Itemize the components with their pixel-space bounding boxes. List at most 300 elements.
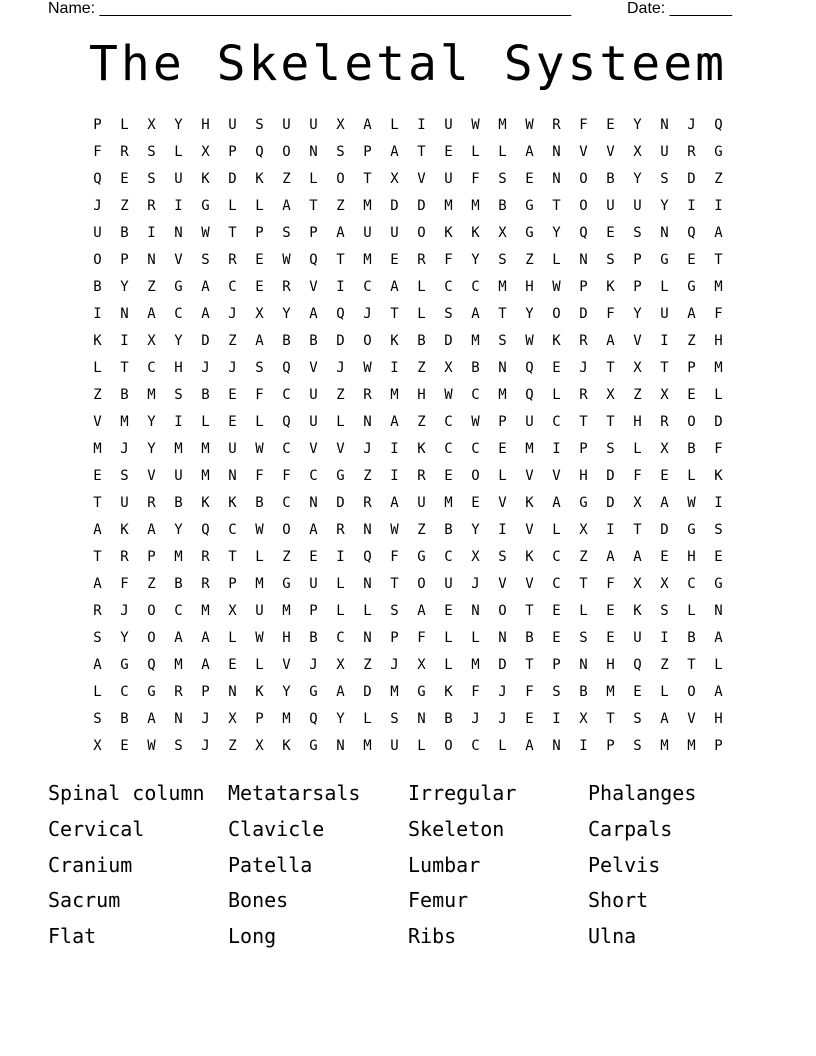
grid-letter: R — [336, 522, 345, 538]
grid-letter: T — [714, 252, 723, 268]
grid-letter: C — [471, 387, 480, 403]
grid-letter: E — [444, 603, 453, 619]
word-bank-item: Pelvis — [588, 852, 661, 877]
grid-letter: Q — [255, 144, 264, 160]
grid-row — [84, 250, 734, 277]
grid-letter: X — [579, 711, 588, 727]
grid-letter: P — [390, 630, 399, 646]
grid-letter: Z — [93, 387, 102, 403]
grid-letter: A — [282, 198, 291, 214]
grid-letter: O — [282, 144, 291, 160]
grid-letter: V — [606, 144, 615, 160]
grid-letter: E — [228, 657, 237, 673]
grid-letter: Z — [363, 468, 372, 484]
grid-letter: A — [525, 144, 534, 160]
grid-row — [84, 628, 734, 655]
grid-letter: Q — [687, 225, 696, 241]
grid-letter: X — [633, 360, 642, 376]
grid-letter: K — [444, 684, 453, 700]
grid-letter: E — [228, 414, 237, 430]
grid-letter: K — [552, 333, 561, 349]
grid-letter: V — [525, 576, 534, 592]
grid-row — [84, 547, 734, 574]
grid-letter: R — [120, 549, 129, 565]
grid-letter: Q — [336, 306, 345, 322]
grid-letter: I — [552, 441, 561, 457]
grid-letter: A — [714, 630, 723, 646]
grid-letter: T — [606, 711, 615, 727]
grid-letter: S — [174, 387, 183, 403]
grid-letter: D — [363, 684, 372, 700]
grid-letter: X — [417, 657, 426, 673]
grid-letter: M — [714, 360, 723, 376]
grid-letter: V — [93, 414, 102, 430]
grid-letter: D — [606, 468, 615, 484]
grid-letter: L — [228, 630, 237, 646]
grid-letter: O — [336, 171, 345, 187]
grid-letter: T — [687, 657, 696, 673]
grid-letter: R — [363, 387, 372, 403]
grid-row — [84, 331, 734, 358]
grid-letter: E — [444, 468, 453, 484]
grid-letter: F — [282, 468, 291, 484]
grid-letter: W — [687, 495, 696, 511]
grid-letter: L — [552, 387, 561, 403]
grid-letter: X — [255, 738, 264, 754]
grid-letter: N — [471, 603, 480, 619]
grid-letter: B — [444, 711, 453, 727]
grid-letter: B — [606, 171, 615, 187]
grid-letter: E — [714, 549, 723, 565]
grid-letter: K — [390, 333, 399, 349]
grid-letter: N — [498, 360, 507, 376]
grid-letter: G — [201, 198, 210, 214]
grid-letter: A — [525, 738, 534, 754]
grid-letter: N — [120, 306, 129, 322]
grid-letter: A — [309, 522, 318, 538]
grid-letter: G — [687, 522, 696, 538]
grid-letter: E — [633, 684, 642, 700]
grid-letter: A — [660, 495, 669, 511]
grid-letter: E — [471, 495, 480, 511]
grid-letter: C — [282, 495, 291, 511]
grid-letter: U — [174, 171, 183, 187]
grid-letter: C — [336, 630, 345, 646]
grid-letter: G — [174, 279, 183, 295]
grid-letter: O — [687, 414, 696, 430]
grid-letter: X — [93, 738, 102, 754]
word-bank-item: Long — [228, 924, 277, 949]
word-bank-item: Clavicle — [228, 816, 325, 841]
grid-letter: H — [417, 387, 426, 403]
grid-row — [84, 304, 734, 331]
grid-letter: M — [471, 198, 480, 214]
grid-letter: X — [336, 117, 345, 133]
word-bank-item: Sacrum — [48, 888, 121, 913]
grid-letter: C — [174, 603, 183, 619]
grid-letter: R — [201, 576, 210, 592]
grid-letter: B — [120, 387, 129, 403]
grid-letter: P — [579, 279, 588, 295]
word-bank-item: Ribs — [408, 924, 457, 949]
grid-letter: C — [120, 684, 129, 700]
grid-letter: R — [201, 549, 210, 565]
grid-letter: C — [552, 576, 561, 592]
grid-letter: B — [309, 630, 318, 646]
grid-letter: L — [336, 576, 345, 592]
grid-letter: G — [147, 684, 156, 700]
grid-row — [84, 196, 734, 223]
grid-letter: Y — [633, 306, 642, 322]
grid-letter: A — [606, 549, 615, 565]
grid-letter: S — [633, 225, 642, 241]
grid-row — [84, 520, 734, 547]
grid-letter: J — [336, 360, 345, 376]
grid-letter: A — [390, 279, 399, 295]
grid-letter: L — [363, 603, 372, 619]
grid-letter: M — [363, 738, 372, 754]
grid-letter: D — [660, 522, 669, 538]
grid-letter: U — [417, 495, 426, 511]
grid-letter: L — [417, 279, 426, 295]
grid-letter: B — [120, 711, 129, 727]
grid-letter: S — [93, 630, 102, 646]
grid-letter: M — [363, 252, 372, 268]
page-title: The Skeletal Systeem — [89, 36, 727, 92]
grid-letter: H — [714, 333, 723, 349]
grid-letter: Q — [147, 657, 156, 673]
grid-letter: A — [336, 225, 345, 241]
grid-letter: P — [120, 252, 129, 268]
grid-letter: G — [579, 495, 588, 511]
grid-letter: F — [606, 306, 615, 322]
grid-letter: W — [525, 117, 534, 133]
grid-letter: K — [633, 603, 642, 619]
grid-letter: P — [579, 441, 588, 457]
grid-letter: N — [660, 117, 669, 133]
grid-letter: P — [309, 225, 318, 241]
grid-letter: O — [579, 171, 588, 187]
grid-letter: T — [120, 360, 129, 376]
grid-letter: Q — [714, 117, 723, 133]
grid-letter: S — [282, 225, 291, 241]
grid-letter: E — [552, 630, 561, 646]
grid-letter: B — [417, 333, 426, 349]
grid-letter: Y — [633, 117, 642, 133]
grid-letter: M — [174, 549, 183, 565]
grid-letter: O — [417, 225, 426, 241]
grid-letter: K — [255, 171, 264, 187]
grid-letter: R — [147, 198, 156, 214]
grid-letter: P — [93, 117, 102, 133]
grid-letter: S — [201, 252, 210, 268]
grid-letter: C — [552, 549, 561, 565]
grid-letter: P — [363, 144, 372, 160]
grid-letter: L — [498, 144, 507, 160]
grid-letter: F — [471, 684, 480, 700]
grid-letter: N — [579, 657, 588, 673]
grid-letter: M — [498, 279, 507, 295]
grid-letter: E — [255, 279, 264, 295]
grid-letter: N — [714, 603, 723, 619]
grid-letter: T — [606, 414, 615, 430]
grid-letter: T — [390, 576, 399, 592]
grid-letter: Y — [174, 522, 183, 538]
grid-letter: B — [174, 576, 183, 592]
grid-letter: P — [687, 360, 696, 376]
grid-letter: F — [417, 630, 426, 646]
grid-letter: R — [174, 684, 183, 700]
grid-letter: D — [336, 495, 345, 511]
grid-letter: X — [228, 711, 237, 727]
grid-letter: X — [633, 576, 642, 592]
grid-letter: I — [687, 198, 696, 214]
grid-letter: F — [633, 468, 642, 484]
grid-letter: X — [579, 522, 588, 538]
grid-letter: X — [660, 576, 669, 592]
grid-letter: R — [228, 252, 237, 268]
grid-letter: Z — [120, 198, 129, 214]
grid-letter: V — [498, 576, 507, 592]
grid-letter: Z — [417, 522, 426, 538]
grid-letter: N — [363, 630, 372, 646]
grid-letter: Y — [147, 414, 156, 430]
grid-letter: W — [525, 333, 534, 349]
grid-letter: G — [309, 738, 318, 754]
word-bank-item: Phalanges — [588, 781, 697, 805]
grid-letter: W — [255, 522, 264, 538]
grid-letter: N — [552, 738, 561, 754]
grid-letter: T — [579, 414, 588, 430]
grid-letter: Z — [147, 576, 156, 592]
grid-letter: K — [606, 279, 615, 295]
grid-letter: A — [201, 630, 210, 646]
grid-letter: B — [309, 333, 318, 349]
word-search-grid — [84, 115, 734, 763]
grid-letter: Y — [471, 522, 480, 538]
grid-row — [84, 493, 734, 520]
grid-letter: Y — [174, 117, 183, 133]
grid-row — [84, 439, 734, 466]
grid-letter: R — [93, 603, 102, 619]
grid-letter: G — [282, 576, 291, 592]
grid-letter: T — [93, 549, 102, 565]
grid-letter: T — [552, 198, 561, 214]
grid-letter: L — [390, 117, 399, 133]
grid-letter: L — [255, 549, 264, 565]
grid-letter: M — [282, 603, 291, 619]
grid-letter: G — [120, 657, 129, 673]
grid-letter: I — [417, 117, 426, 133]
grid-letter: O — [471, 468, 480, 484]
grid-letter: J — [228, 360, 237, 376]
grid-letter: W — [255, 630, 264, 646]
grid-letter: Z — [417, 414, 426, 430]
word-bank-item: Carpals — [588, 816, 673, 841]
grid-letter: B — [444, 522, 453, 538]
grid-letter: U — [93, 225, 102, 241]
grid-letter: V — [417, 171, 426, 187]
grid-letter: G — [687, 279, 696, 295]
grid-letter: D — [687, 171, 696, 187]
grid-letter: I — [390, 468, 399, 484]
grid-letter: C — [444, 279, 453, 295]
grid-letter: V — [525, 522, 534, 538]
grid-letter: Y — [282, 306, 291, 322]
grid-letter: A — [390, 495, 399, 511]
grid-letter: D — [390, 198, 399, 214]
grid-letter: M — [606, 684, 615, 700]
grid-letter: J — [363, 306, 372, 322]
grid-letter: C — [282, 387, 291, 403]
grid-letter: D — [444, 333, 453, 349]
grid-letter: O — [552, 306, 561, 322]
grid-letter: S — [660, 603, 669, 619]
grid-letter: U — [390, 738, 399, 754]
grid-letter: E — [552, 360, 561, 376]
grid-letter: E — [228, 387, 237, 403]
grid-letter: M — [498, 387, 507, 403]
grid-letter: R — [363, 495, 372, 511]
grid-letter: H — [687, 549, 696, 565]
grid-letter: F — [93, 144, 102, 160]
grid-letter: J — [309, 657, 318, 673]
grid-letter: F — [525, 684, 534, 700]
grid-letter: L — [471, 144, 480, 160]
grid-letter: U — [606, 198, 615, 214]
grid-letter: W — [255, 441, 264, 457]
grid-letter: I — [120, 333, 129, 349]
grid-letter: O — [579, 198, 588, 214]
grid-letter: T — [390, 306, 399, 322]
grid-letter: L — [687, 468, 696, 484]
grid-letter: Y — [147, 441, 156, 457]
grid-letter: F — [471, 171, 480, 187]
grid-letter: G — [714, 576, 723, 592]
grid-letter: L — [579, 603, 588, 619]
grid-letter: M — [471, 333, 480, 349]
grid-letter: P — [147, 549, 156, 565]
grid-letter: A — [147, 522, 156, 538]
grid-letter: N — [552, 171, 561, 187]
grid-letter: I — [552, 711, 561, 727]
grid-letter: B — [201, 387, 210, 403]
word-bank-item: Femur — [408, 888, 469, 913]
grid-letter: E — [120, 738, 129, 754]
grid-letter: T — [525, 657, 534, 673]
grid-letter: X — [633, 144, 642, 160]
grid-letter: E — [687, 252, 696, 268]
grid-letter: L — [552, 252, 561, 268]
grid-letter: A — [714, 225, 723, 241]
grid-letter: K — [525, 495, 534, 511]
grid-letter: S — [147, 144, 156, 160]
grid-letter: E — [606, 603, 615, 619]
grid-letter: N — [174, 225, 183, 241]
grid-letter: Y — [633, 171, 642, 187]
grid-row — [84, 601, 734, 628]
grid-letter: U — [228, 441, 237, 457]
grid-letter: A — [552, 495, 561, 511]
grid-letter: T — [525, 603, 534, 619]
grid-letter: Q — [93, 171, 102, 187]
grid-letter: C — [552, 414, 561, 430]
word-bank-item: Cranium — [48, 852, 133, 877]
grid-letter: H — [633, 414, 642, 430]
grid-letter: M — [147, 387, 156, 403]
grid-letter: X — [498, 225, 507, 241]
word-bank-item: Spinal column — [48, 781, 205, 805]
grid-letter: Z — [228, 333, 237, 349]
grid-letter: Y — [282, 684, 291, 700]
grid-letter: D — [201, 333, 210, 349]
grid-letter: X — [147, 333, 156, 349]
grid-letter: A — [255, 333, 264, 349]
grid-letter: L — [714, 387, 723, 403]
grid-letter: G — [417, 549, 426, 565]
grid-letter: L — [444, 630, 453, 646]
grid-letter: E — [525, 171, 534, 187]
grid-letter: X — [390, 171, 399, 187]
grid-letter: N — [228, 468, 237, 484]
grid-letter: X — [471, 549, 480, 565]
grid-letter: D — [336, 333, 345, 349]
grid-letter: W — [390, 522, 399, 538]
grid-letter: I — [336, 549, 345, 565]
grid-letter: N — [552, 144, 561, 160]
grid-letter: S — [498, 333, 507, 349]
grid-letter: J — [363, 441, 372, 457]
grid-letter: M — [444, 198, 453, 214]
grid-row — [84, 277, 734, 304]
grid-letter: D — [417, 198, 426, 214]
grid-letter: A — [660, 711, 669, 727]
grid-letter: P — [228, 144, 237, 160]
grid-letter: C — [228, 279, 237, 295]
grid-letter: P — [633, 279, 642, 295]
grid-letter: O — [282, 522, 291, 538]
grid-letter: U — [525, 414, 534, 430]
grid-letter: A — [93, 576, 102, 592]
grid-letter: N — [363, 576, 372, 592]
grid-letter: T — [336, 252, 345, 268]
grid-letter: P — [228, 576, 237, 592]
grid-letter: Z — [228, 738, 237, 754]
grid-letter: M — [390, 684, 399, 700]
grid-letter: T — [417, 144, 426, 160]
grid-letter: H — [579, 468, 588, 484]
grid-letter: I — [579, 738, 588, 754]
grid-letter: L — [255, 414, 264, 430]
grid-letter: S — [120, 468, 129, 484]
grid-letter: J — [390, 657, 399, 673]
grid-letter: T — [309, 198, 318, 214]
grid-letter: E — [444, 144, 453, 160]
grid-letter: J — [201, 711, 210, 727]
grid-letter: A — [390, 414, 399, 430]
grid-letter: L — [633, 441, 642, 457]
grid-letter: F — [579, 117, 588, 133]
grid-letter: Z — [282, 171, 291, 187]
grid-letter: L — [471, 630, 480, 646]
grid-letter: B — [93, 279, 102, 295]
word-bank-item: Bones — [228, 888, 289, 913]
grid-letter: L — [336, 603, 345, 619]
grid-letter: G — [417, 684, 426, 700]
grid-letter: T — [633, 522, 642, 538]
grid-letter: R — [417, 468, 426, 484]
grid-letter: V — [147, 468, 156, 484]
